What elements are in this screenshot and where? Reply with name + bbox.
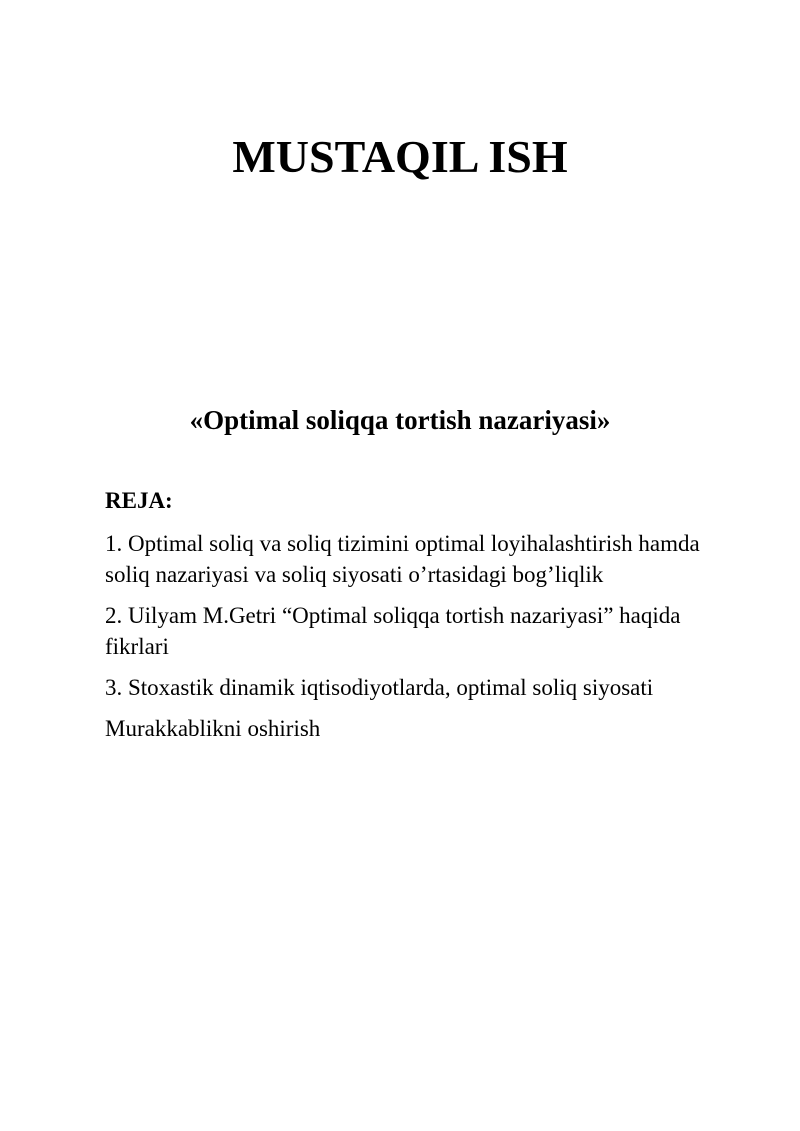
plan-item-4: Murakkablikni oshirish xyxy=(105,716,321,741)
document-title: MUSTAQIL ISH xyxy=(232,131,568,182)
plan-section xyxy=(105,484,725,754)
document-subtitle: «Optimal soliqqa tortish nazariyasi» xyxy=(189,405,611,435)
plan-item-2: 2. Uilyam M.Getri “Optimal soliqqa tortish nazariyasi” haqida fikrlari xyxy=(105,603,681,659)
plan-heading: REJA: xyxy=(105,488,173,513)
plan-item-1: 1. Optimal soliq va soliq tizimini optimal loyihalashtirish hamda soliq nazariyasi va soliq siyosati o’rtasidagi bog’liqlik xyxy=(105,531,700,587)
plan-item-3: 3. Stoxastik dinamik iqtisodiyotlarda, optimal soliq siyosati xyxy=(105,675,654,700)
